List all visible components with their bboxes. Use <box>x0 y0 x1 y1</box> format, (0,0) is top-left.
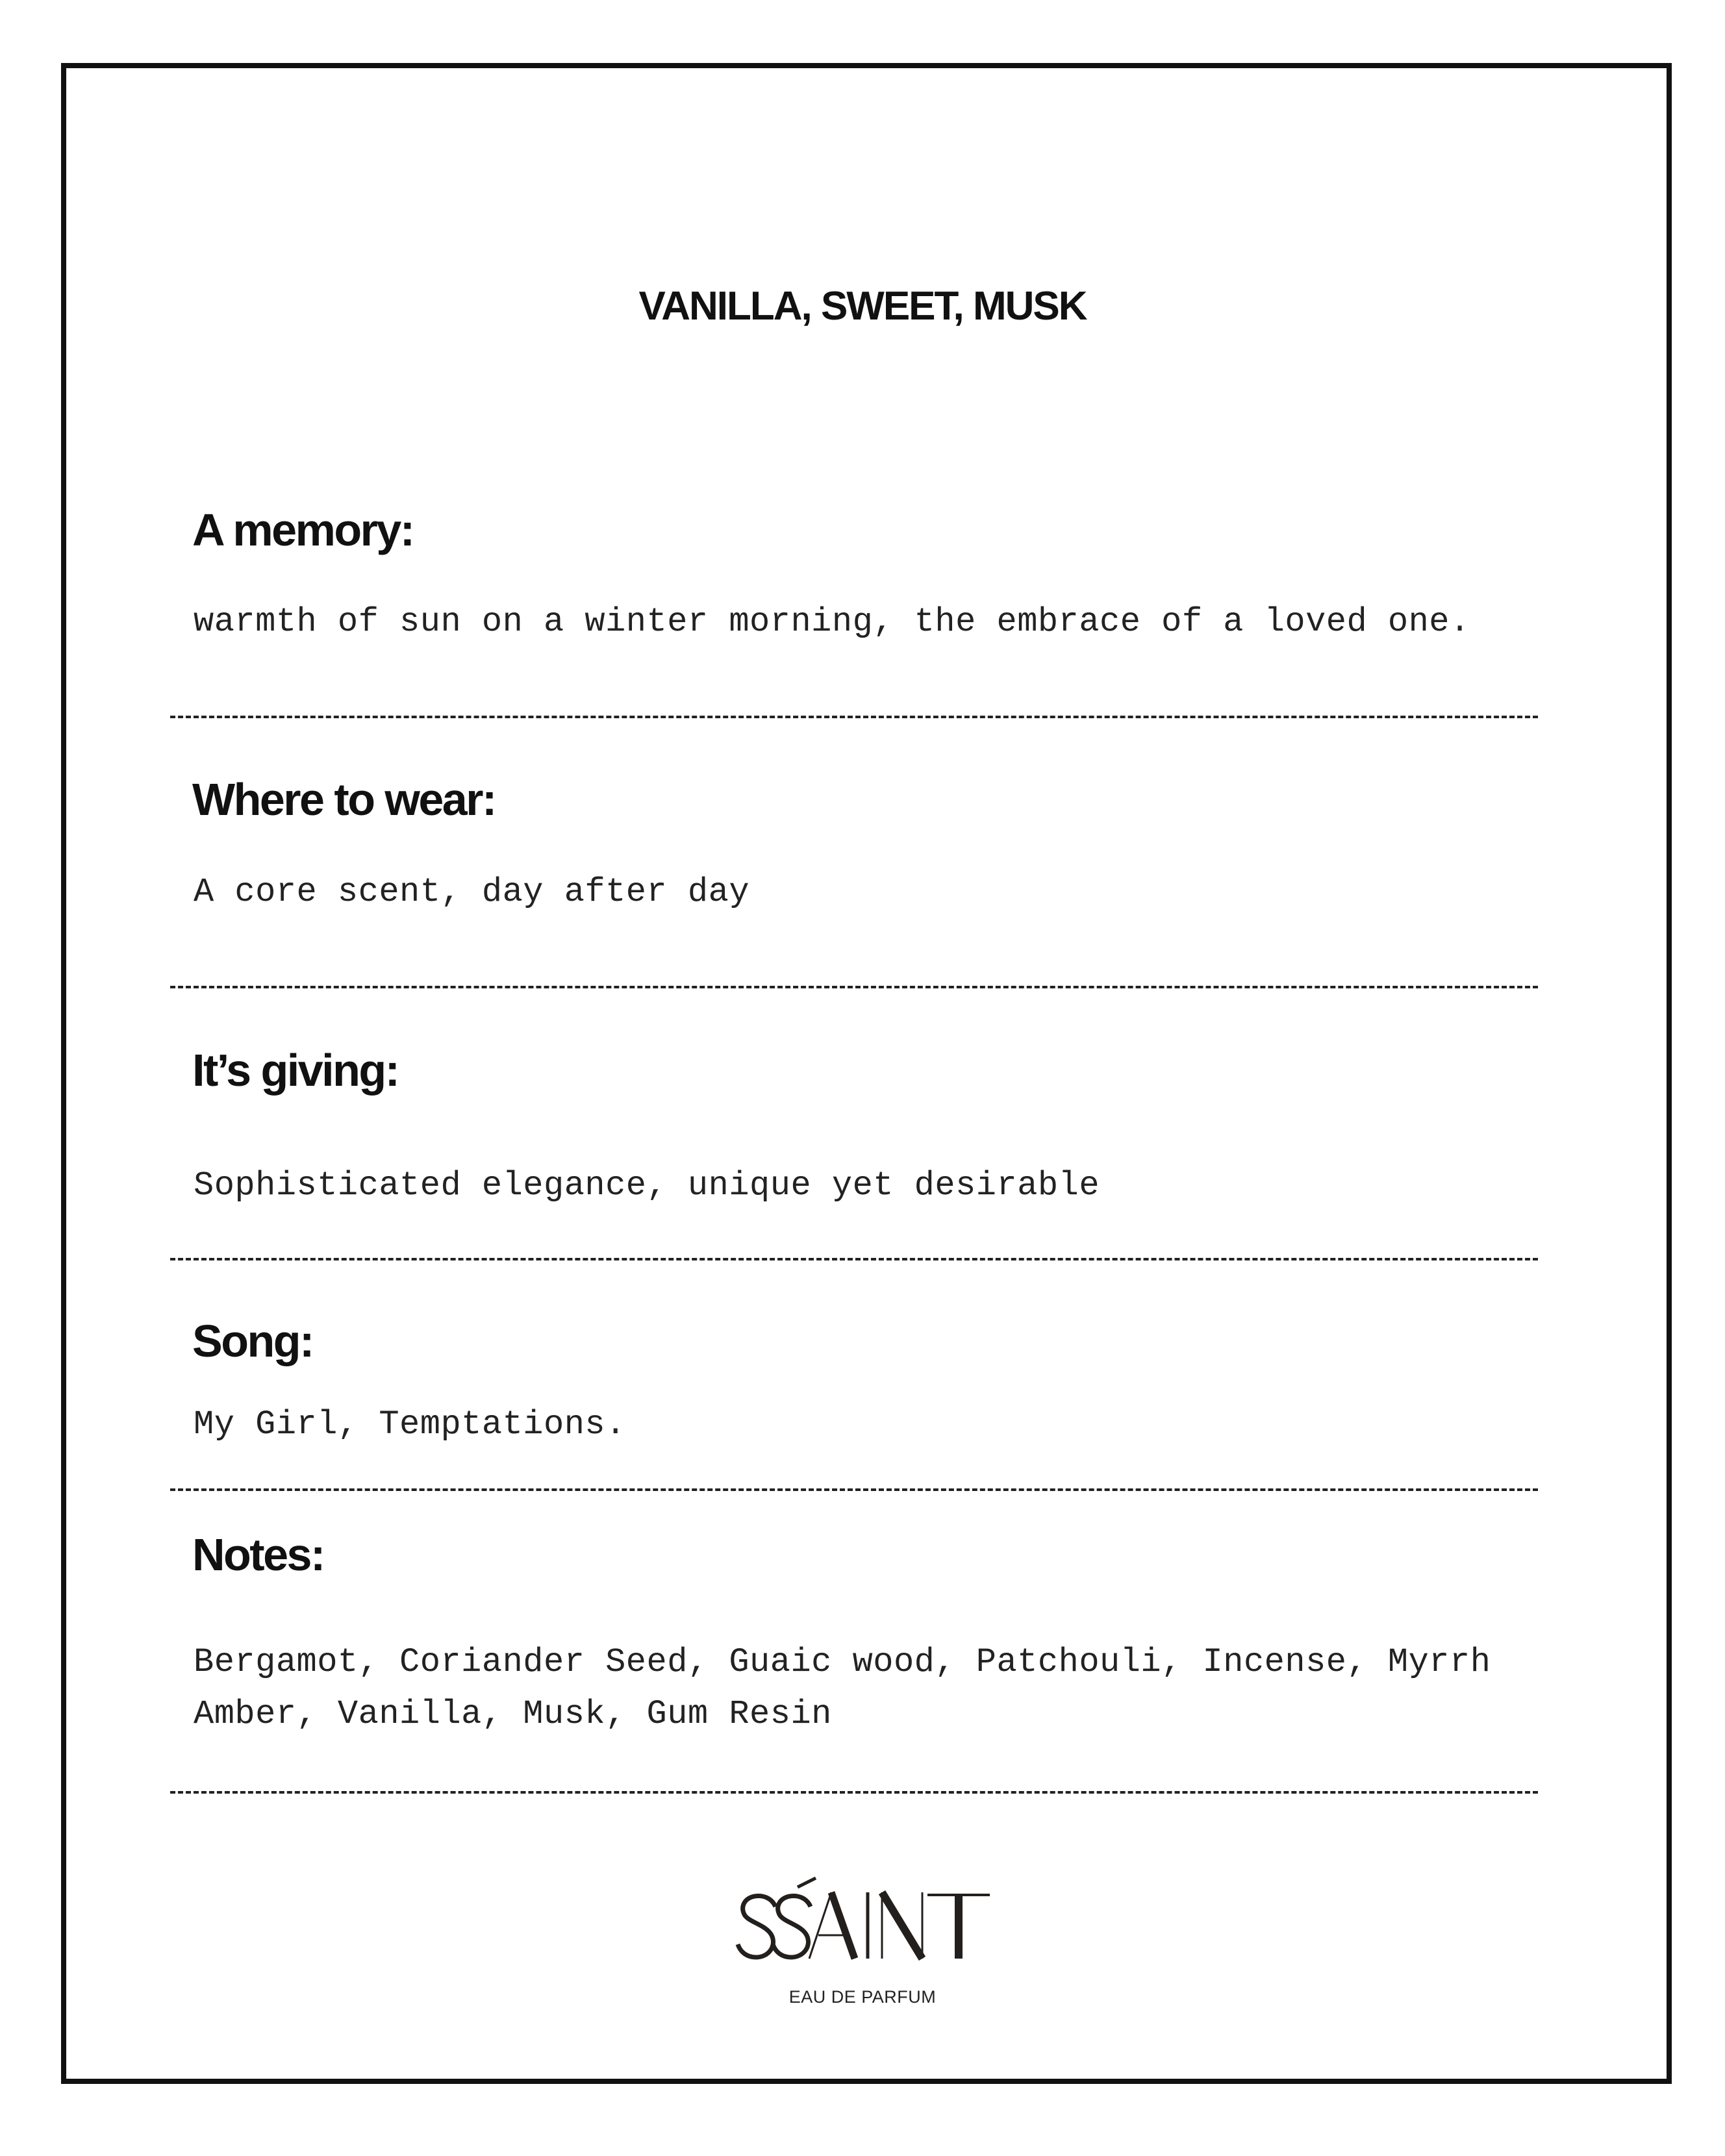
section-text-its-giving: Sophisticated elegance, unique yet desirable <box>194 1166 1100 1205</box>
section-heading-notes: Notes: <box>192 1529 324 1580</box>
section-divider <box>170 1258 1538 1260</box>
section-text-memory: warmth of sun on a winter morning, the embrace of a loved one. <box>194 603 1470 641</box>
section-text-notes: Bergamot, Coriander Seed, Guaic wood, Patchouli, Incense, Myrrh Amber, Vanilla, Musk, Gum Resin <box>194 1643 1491 1733</box>
brand-logo <box>733 1875 992 1966</box>
section-divider <box>170 986 1538 988</box>
section-heading-its-giving: It’s giving: <box>192 1045 399 1096</box>
page-title: VANILLA, SWEET, MUSK <box>638 284 1087 329</box>
section-heading-memory: A memory: <box>192 505 414 555</box>
section-heading-where-to-wear: Where to wear: <box>192 774 496 825</box>
section-text-where-to-wear: A core scent, day after day <box>194 873 750 911</box>
section-heading-song: Song: <box>192 1316 313 1366</box>
section-divider <box>170 716 1538 718</box>
section-divider <box>170 1791 1538 1794</box>
section-text-song: My Girl, Temptations. <box>194 1405 626 1444</box>
section-divider <box>170 1488 1538 1491</box>
brand-subtitle: EAU DE PARFUM <box>788 1987 937 2007</box>
